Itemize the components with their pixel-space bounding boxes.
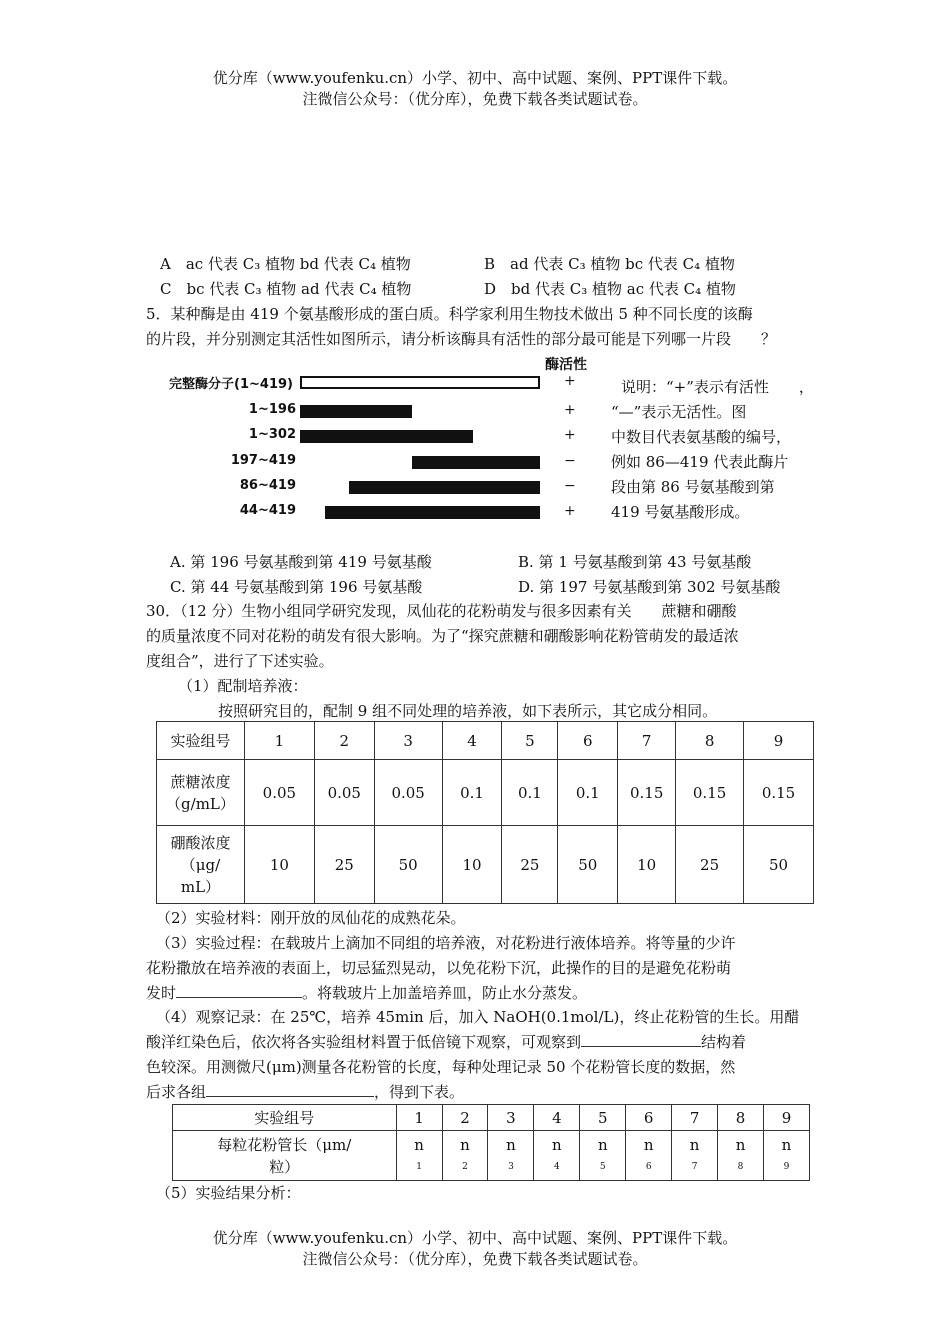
table2-group-cell: 2 <box>442 1105 488 1131</box>
header-line-2: 注微信公众号：（优分库），免费下载各类试题试卷。 <box>302 90 648 108</box>
boric-label-3: mL） <box>180 877 221 896</box>
length-subscript: 1 <box>416 1161 422 1172</box>
length-cell <box>672 1131 718 1181</box>
fragment-label: 44~419 <box>239 503 296 518</box>
step1-text: 按照研究目的，配制 9 组不同处理的培养液，如下表所示，其它成分相同。 <box>218 702 718 720</box>
activity-symbol: + <box>564 503 576 519</box>
step4-line-2b: 结构着 <box>701 1033 747 1051</box>
activity-symbol: − <box>564 453 576 469</box>
table1-group-cell: 6 <box>558 722 618 760</box>
step3-line-1: （3）实验过程：在载玻片上滴加不同组的培养液，对花粉进行液体培养。将等量的少许 <box>156 934 736 952</box>
table1-group-cell: 8 <box>676 722 744 760</box>
length-value: n <box>506 1135 516 1154</box>
step2: （2）实验材料：刚开放的凤仙花的成熟花朵。 <box>156 909 466 927</box>
sucrose-cell: 0.15 <box>618 760 676 826</box>
q30-line-1: 30．（12 分）生物小组同学研究发现，凤仙花的花粉萌发与很多因素有关 蔗糖和硼酸 <box>146 602 737 620</box>
header-line-1: 优分库（www.youfenku.cn）小学、初中、高中试题、案例、PPT课件下载。 <box>212 69 738 87</box>
q5-option-d: D. 第 197 号氨基酸到第 302 号氨基酸 <box>518 578 781 596</box>
answer-blank-3[interactable] <box>206 1082 374 1097</box>
length-label-1: 每粒花粉管长（μm/ <box>217 1135 352 1154</box>
table2-group-cell: 4 <box>534 1105 580 1131</box>
concentration-table <box>156 721 814 904</box>
table2-group-cell: 3 <box>488 1105 534 1131</box>
length-subscript: 9 <box>783 1161 790 1172</box>
pollen-length-table <box>172 1104 810 1181</box>
q30-line-2: 的质量浓度不同对花粉的萌发有很大影响。为了“探究蔗糖和硼酸影响花粉管萌发的最适浓 <box>146 627 739 645</box>
q5-stem-line-2: 的片段，并分别测定其活性如图所示，请分析该酶具有活性的部分最可能是下列哪一片段 ？ <box>146 330 777 348</box>
length-value: n <box>735 1135 746 1154</box>
length-value: n <box>643 1135 654 1154</box>
answer-blank-1[interactable] <box>176 983 302 998</box>
sucrose-cell: 0.1 <box>442 760 502 826</box>
length-subscript: 5 <box>599 1161 606 1172</box>
table2-header-label: 实验组号 <box>173 1105 397 1131</box>
fragment-bar <box>325 506 540 519</box>
enzyme-fragment-figure <box>0 0 950 540</box>
sucrose-cell: 0.1 <box>558 760 618 826</box>
note-line: 说明：“+”表示有活性 ， <box>621 378 814 396</box>
fragment-label: 197~419 <box>230 453 296 468</box>
note-line: 中数目代表氨基酸的编号， <box>611 428 792 446</box>
boric-label-1: 硼酸浓度 <box>170 833 231 852</box>
length-value: n <box>460 1135 470 1154</box>
fragment-label: 完整酶分子(1~419) <box>169 377 293 392</box>
boric-label-2: （μg/ <box>180 855 221 874</box>
length-label-2: 粒） <box>269 1157 300 1176</box>
length-subscript: 6 <box>645 1161 652 1172</box>
length-cell <box>626 1131 672 1181</box>
boric-cell: 50 <box>744 826 814 904</box>
boric-cell: 10 <box>618 826 676 904</box>
footer-line-2: 注微信公众号：（优分库），免费下载各类试题试卷。 <box>302 1250 648 1268</box>
step4-line-4b: ，得到下表。 <box>374 1083 465 1101</box>
sucrose-cell: 0.05 <box>244 760 314 826</box>
fragment-bar <box>412 456 540 469</box>
table1-boric-row <box>157 826 814 904</box>
q4-option-d: D bd 代表 C₃ 植物 ac 代表 C₄ 植物 <box>484 280 736 298</box>
step4-line-2 <box>146 1031 746 1052</box>
length-cell <box>580 1131 626 1181</box>
table1-header-label: 实验组号 <box>157 722 245 760</box>
table1-group-cell: 5 <box>502 722 558 760</box>
boric-cell: 50 <box>558 826 618 904</box>
sucrose-cell: 0.15 <box>676 760 744 826</box>
table1-group-cell: 2 <box>314 722 374 760</box>
table1-sucrose-label <box>157 760 245 826</box>
table1-boric-label <box>157 826 245 904</box>
table1-group-cell: 7 <box>618 722 676 760</box>
boric-cell: 10 <box>442 826 502 904</box>
sucrose-cell: 0.05 <box>374 760 442 826</box>
length-cell <box>764 1131 810 1181</box>
activity-symbol: − <box>564 478 576 494</box>
sucrose-label-1: 蔗糖浓度 <box>170 772 231 791</box>
boric-cell: 25 <box>502 826 558 904</box>
table1-sucrose-row <box>157 760 814 826</box>
table2-group-cell: 8 <box>718 1105 764 1131</box>
sucrose-cell: 0.05 <box>314 760 374 826</box>
fragment-bar <box>300 405 412 418</box>
step4-line-3: 色较深。用测微尺(μm)测量各花粉管的长度，每种处理记录 50 个花粉管长度的数据，然 <box>146 1058 736 1076</box>
q30-line-3: 度组合”，进行了下述实验。 <box>146 652 334 670</box>
boric-cell: 50 <box>374 826 442 904</box>
table2-length-row <box>173 1131 810 1181</box>
table2-group-cell: 1 <box>396 1105 442 1131</box>
q5-option-b: B. 第 1 号氨基酸到第 43 号氨基酸 <box>518 553 752 571</box>
step4-line-4 <box>146 1081 464 1102</box>
activity-symbol: + <box>564 402 576 418</box>
step3-line-3b: 。将载玻片上加盖培养皿，防止水分蒸发。 <box>302 984 588 1002</box>
length-subscript: 8 <box>737 1161 744 1172</box>
length-subscript: 3 <box>508 1161 514 1172</box>
step3-line-2: 花粉撒放在培养液的表面上，切忌猛烈晃动，以免花粉下沉，此操作的目的是避免花粉萌 <box>146 959 732 977</box>
length-value: n <box>552 1135 562 1154</box>
boric-cell: 25 <box>676 826 744 904</box>
answer-blank-2[interactable] <box>581 1032 701 1047</box>
sucrose-cell: 0.15 <box>744 760 814 826</box>
table1-group-cell: 4 <box>442 722 502 760</box>
length-subscript: 7 <box>691 1161 698 1172</box>
table2-group-cell: 7 <box>672 1105 718 1131</box>
length-value: n <box>597 1135 608 1154</box>
length-value: n <box>414 1135 424 1154</box>
length-value: n <box>781 1135 792 1154</box>
footer-line-1: 优分库（www.youfenku.cn）小学、初中、高中试题、案例、PPT课件下载。 <box>212 1229 738 1247</box>
length-cell <box>488 1131 534 1181</box>
table2-header-row <box>173 1105 810 1131</box>
length-cell <box>442 1131 488 1181</box>
fragment-label: 1~196 <box>248 402 296 417</box>
table1-group-cell: 9 <box>744 722 814 760</box>
step4-line-4a: 后求各组 <box>146 1083 207 1101</box>
length-cell <box>718 1131 764 1181</box>
fragment-bar <box>300 430 473 443</box>
q5-option-c: C. 第 44 号氨基酸到第 196 号氨基酸 <box>170 578 423 596</box>
step5: （5）实验结果分析： <box>156 1184 301 1202</box>
q5-option-a: A. 第 196 号氨基酸到第 419 号氨基酸 <box>170 553 432 571</box>
sucrose-cell: 0.1 <box>502 760 558 826</box>
boric-cell: 10 <box>244 826 314 904</box>
sucrose-label-2: （g/mL） <box>166 794 235 813</box>
note-line: 419 号氨基酸形成。 <box>611 503 750 521</box>
activity-symbol: + <box>564 373 576 389</box>
q5-stem-line-1: 5．某种酶是由 419 个氨基酸形成的蛋白质。科学家利用生物技术做出 5 种不同长度的该酶 <box>146 305 753 323</box>
fragment-bar <box>300 376 540 389</box>
fragment-label: 86~419 <box>239 478 296 493</box>
table1-header-row <box>157 722 814 760</box>
table2-group-cell: 9 <box>764 1105 810 1131</box>
table1-group-cell: 3 <box>374 722 442 760</box>
note-line: 段由第 86 号氨基酸到第 <box>611 478 775 496</box>
step4-line-1: （4）观察记录：在 25℃，培养 45min 后，加入 NaOH(0.1mol/L)，终止花粉管的生长。用醋 <box>156 1008 800 1026</box>
table2-length-label <box>173 1131 397 1181</box>
length-value: n <box>689 1135 700 1154</box>
step3-line-3 <box>146 982 587 1003</box>
q4-option-b: B ad 代表 C₃ 植物 bc 代表 C₄ 植物 <box>484 255 735 273</box>
step3-line-3a: 发时 <box>146 984 177 1002</box>
activity-symbol: + <box>564 427 576 443</box>
q4-option-a: A ac 代表 C₃ 植物 bd 代表 C₄ 植物 <box>160 255 411 273</box>
q4-option-c: C bc 代表 C₃ 植物 ad 代表 C₄ 植物 <box>160 280 412 298</box>
note-line: 例如 86—419 代表此酶片 <box>611 453 789 471</box>
note-line: “—”表示无活性。图 <box>611 403 747 421</box>
step1-title: （1）配制培养液： <box>178 677 308 695</box>
table2-group-cell: 5 <box>580 1105 626 1131</box>
length-cell <box>396 1131 442 1181</box>
step4-line-2a: 酸洋红染色后，依次将各实验组材料置于低倍镜下观察，可观察到 <box>146 1033 582 1051</box>
boric-cell: 25 <box>314 826 374 904</box>
fragment-bar <box>349 481 540 494</box>
fragment-label: 1~302 <box>248 427 296 442</box>
length-cell <box>534 1131 580 1181</box>
table1-group-cell: 1 <box>244 722 314 760</box>
activity-header: 酶活性 <box>545 357 587 373</box>
length-subscript: 2 <box>462 1161 468 1172</box>
table2-group-cell: 6 <box>626 1105 672 1131</box>
length-subscript: 4 <box>553 1161 560 1172</box>
